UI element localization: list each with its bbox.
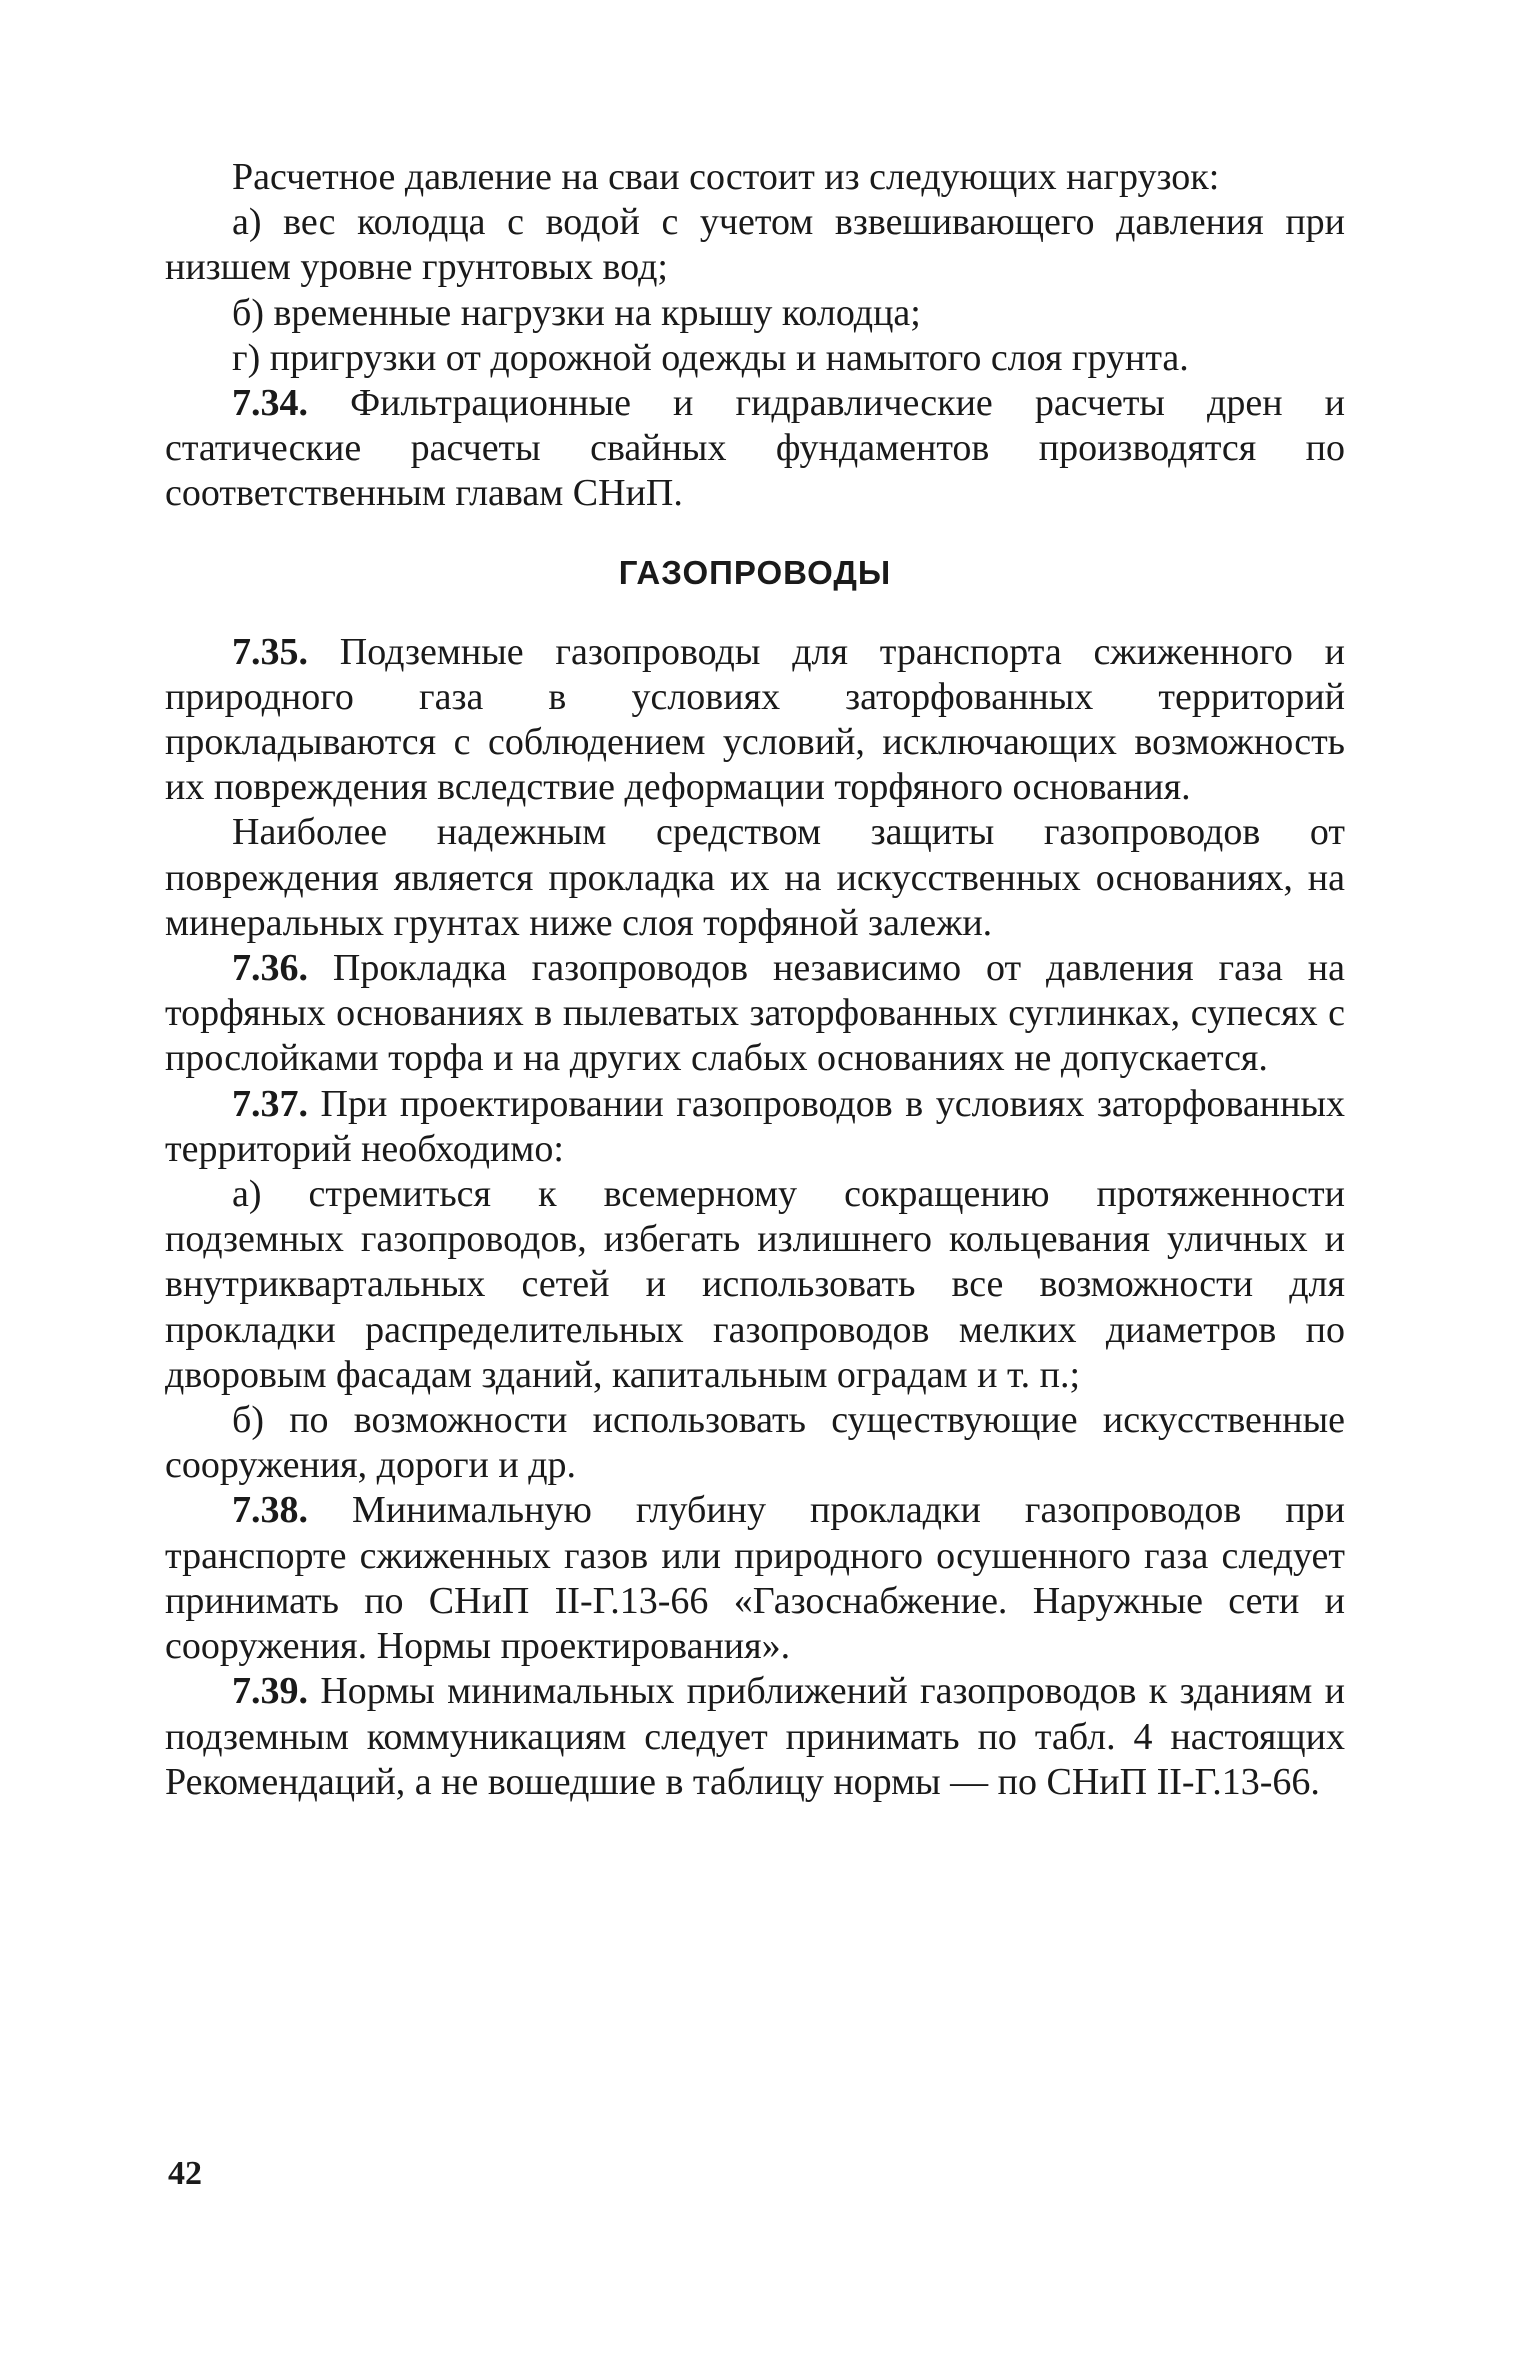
paragraph-text: б) временные нагрузки на крышу колодца;: [232, 291, 921, 334]
clause-number: 7.35.: [232, 630, 308, 673]
list-item-b-2: [165, 1398, 1345, 1488]
clause-number: 7.38.: [232, 1489, 308, 1532]
section-heading: ГАЗОПРОВОДЫ: [618, 553, 892, 591]
clause-number: 7.37.: [232, 1082, 308, 1125]
paragraph-text: При проектировании газопроводов в условиях заторфованных территорий необходимо:: [165, 1082, 1346, 1170]
paragraph-7-37: [165, 1082, 1345, 1172]
paragraph-text: а) стремиться к всемерному сокращению протяженности подземных газопроводов, избегать излишнего кольцевания уличных и внутриквартальных сетей и использовать все возможности для прокладки распределительных газопроводов мелких диаметров по дворовым фасадам зданий, капитальным оградам и т. п.;: [165, 1173, 1345, 1396]
list-item-g: [165, 336, 1345, 381]
paragraph-intro: [165, 155, 1345, 200]
paragraph-text: г) пригрузки от дорожной одежды и намытого слоя грунта.: [232, 336, 1189, 379]
paragraph-text: Минимальную глубину прокладки газопроводов при транспорте сжиженных газов или природного осушенного газа следует принимать по СНиП II-Г.13-66 «Газоснабжение. Наружные сети и сооружения. Нормы проектирования».: [165, 1489, 1346, 1668]
list-item-a: [165, 200, 1345, 290]
paragraph-text: Нормы минимальных приближений газопроводов к зданиям и подземным коммуникациям следует принимать по табл. 4 настоящих Рекомендаций, а не вошедшие в таблицу нормы — по СНиП II-Г.13-66.: [165, 1670, 1345, 1803]
clause-number: 7.39.: [232, 1670, 308, 1713]
paragraph-7-35: [165, 630, 1345, 811]
paragraph-text: б) по возможности использовать существующие искусственные сооружения, дороги и др.: [165, 1399, 1345, 1487]
paragraph-protection: [165, 810, 1345, 946]
page-number: 42: [168, 2155, 202, 2192]
paragraph-text: Прокладка газопроводов независимо от давления газа на торфяных основаниях в пылеватых заторфованных суглинках, супесях с прослойками торфа и на других слабых основаниях не допускается.: [165, 947, 1346, 1080]
paragraph-7-36: [165, 946, 1345, 1082]
list-item-a-2: [165, 1172, 1345, 1398]
paragraph-text: Подземные газопроводы для транспорта сжиженного и природного газа в условиях заторфованных территорий прокладываются с соблюдением условий, исключающих возможность их повреждения вследствие деформации торфяного основания.: [165, 630, 1345, 809]
paragraph-text: а) вес колодца с водой с учетом взвешивающего давления при низшем уровне грунтовых вод;: [165, 201, 1345, 289]
paragraph-text: Расчетное давление на сваи состоит из следующих нагрузок:: [232, 156, 1220, 198]
paragraph-7-39: [165, 1669, 1345, 1805]
paragraph-7-38: [165, 1488, 1345, 1669]
paragraph-7-34: [165, 381, 1345, 517]
paragraph-text: Фильтрационные и гидравлические расчеты дрен и статические расчеты свайных фундаментов производятся по соответственным главам СНиП.: [165, 382, 1346, 515]
list-item-b: [165, 291, 1345, 336]
clause-number: 7.34.: [232, 382, 308, 425]
paragraph-text: Наиболее надежным средством защиты газопроводов от повреждения является прокладка их на искусственных основаниях, на минеральных грунтах ниже слоя торфяной залежи.: [165, 811, 1345, 944]
clause-number: 7.36.: [232, 947, 308, 990]
page-text: [165, 155, 1345, 1805]
